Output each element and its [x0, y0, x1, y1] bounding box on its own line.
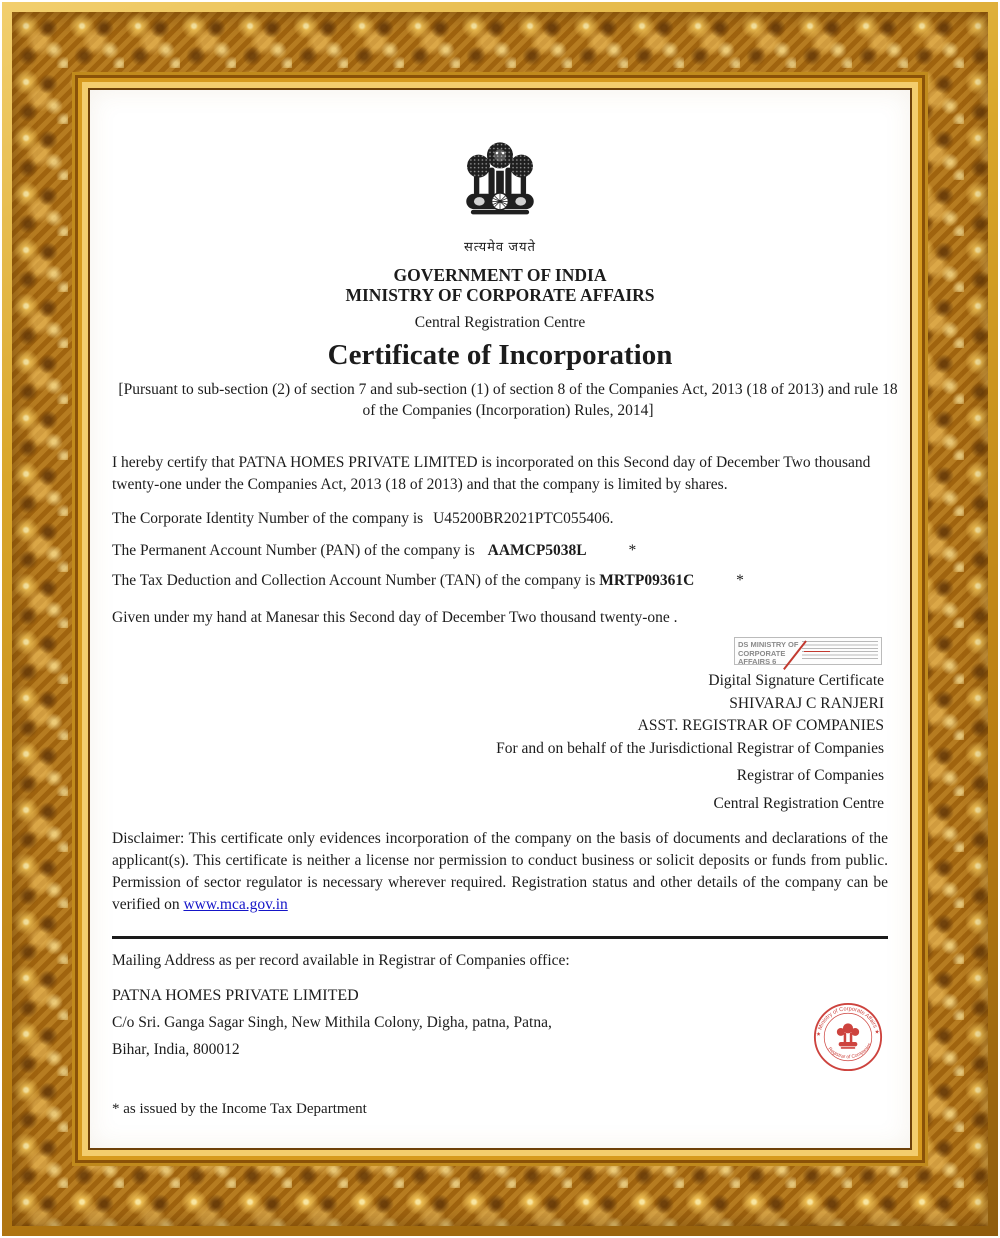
roc-red-seal-icon	[812, 1001, 884, 1073]
sig-line-behalf: For and on behalf of the Jurisdictional Registrar of Companies	[496, 739, 884, 757]
certificate-title: Certificate of Incorporation	[327, 339, 673, 371]
pan-line	[112, 542, 888, 560]
tan-footnote-marker: *	[736, 572, 744, 589]
cin-label: The Corporate Identity Number of the company is	[112, 510, 424, 527]
ds-signature-stamp	[734, 637, 882, 665]
given-under-hand-line: Given under my hand at Manesar this Second day of December Two thousand twenty-one .	[112, 609, 678, 626]
ds-stamp-label: DS MINISTRY OF CORPORATE AFFAIRS 6	[738, 640, 799, 666]
certificate-paper	[90, 90, 910, 1148]
certification-paragraph: I hereby certify that PATNA HOMES PRIVATE LIMITED is incorporated on this Second day of December Two thousand twenty-one under the Companies Act, 2013 (18 of 2013) and that the company is limited by shares.	[112, 454, 871, 493]
ds-stamp-row	[112, 637, 888, 665]
signature-block	[112, 670, 888, 815]
sig-line-designation: ASST. REGISTRAR OF COMPANIES	[637, 717, 884, 734]
seal-bottom-text: Registrar of Companies	[826, 1042, 873, 1061]
certificate-content	[90, 135, 910, 1193]
tan-label: The Tax Deduction and Collection Account Number (TAN) of the company is	[112, 572, 596, 589]
emblem-motto: सत्यमेव जयते	[464, 239, 536, 254]
sig-line-crc: Central Registration Centre	[713, 794, 884, 812]
ashoka-lion-capital-icon	[454, 135, 546, 231]
address-line-1: C/o Sri. Ganga Sagar Singh, New Mithila Colony, Digha, patna, Patna,	[112, 1014, 552, 1031]
income-tax-footnote: * as issued by the Income Tax Department	[112, 1101, 367, 1117]
gold-picture-frame	[2, 2, 998, 1236]
pan-footnote-marker: *	[628, 542, 637, 559]
pursuant-clause: [Pursuant to sub-section (2) of section 7 and sub-section (1) of section 8 of the Companies Act, 2013 (18 of 2013) and rule 18 of the Companies (Incorporation) Rules, 2014]	[118, 381, 898, 419]
cin-line	[112, 510, 888, 528]
section-divider	[112, 936, 888, 939]
mca-website-link[interactable]: www.mca.gov.in	[183, 896, 288, 913]
cin-value: U45200BR2021PTC055406.	[433, 510, 614, 527]
seal-top-text: ★ Ministry of Corporate Affairs ★	[815, 1006, 880, 1037]
sig-line-dsc: Digital Signature Certificate	[708, 672, 884, 689]
sig-line-roc: Registrar of Companies	[736, 767, 884, 784]
government-title: GOVERNMENT OF INDIA	[393, 265, 607, 285]
ministry-title: MINISTRY OF CORPORATE AFFAIRS	[345, 285, 655, 305]
company-name: PATNA HOMES PRIVATE LIMITED	[112, 987, 359, 1004]
address-line-2: Bihar, India, 800012	[112, 1041, 240, 1058]
tan-value: MRTP09361C	[599, 572, 695, 589]
disclaimer-paragraph	[112, 828, 888, 916]
disclaimer-text: Disclaimer: This certificate only evidences incorporation of the company on the basis of documents and declarations of the applicant(s). This certificate is neither a license nor permission to conduct business or solicit deposits or funds from public. Permission of sector regulator is necessary wherever required. Registration status and other details of the company can be verified on	[112, 830, 888, 913]
tan-line	[112, 572, 888, 590]
emblem-block	[112, 135, 888, 255]
seal-center-emblem	[837, 1023, 859, 1048]
pan-value: AAMCP5038L	[487, 542, 587, 559]
sig-line-name: SHIVARAJ C RANJERI	[729, 694, 884, 712]
pan-label: The Permanent Account Number (PAN) of the company is	[112, 542, 475, 559]
ds-stamp-details	[802, 641, 878, 661]
mailing-address-heading: Mailing Address as per record available in Registrar of Companies office:	[112, 952, 570, 969]
registration-centre: Central Registration Centre	[414, 314, 586, 331]
ds-stamp-red-line	[804, 651, 830, 652]
